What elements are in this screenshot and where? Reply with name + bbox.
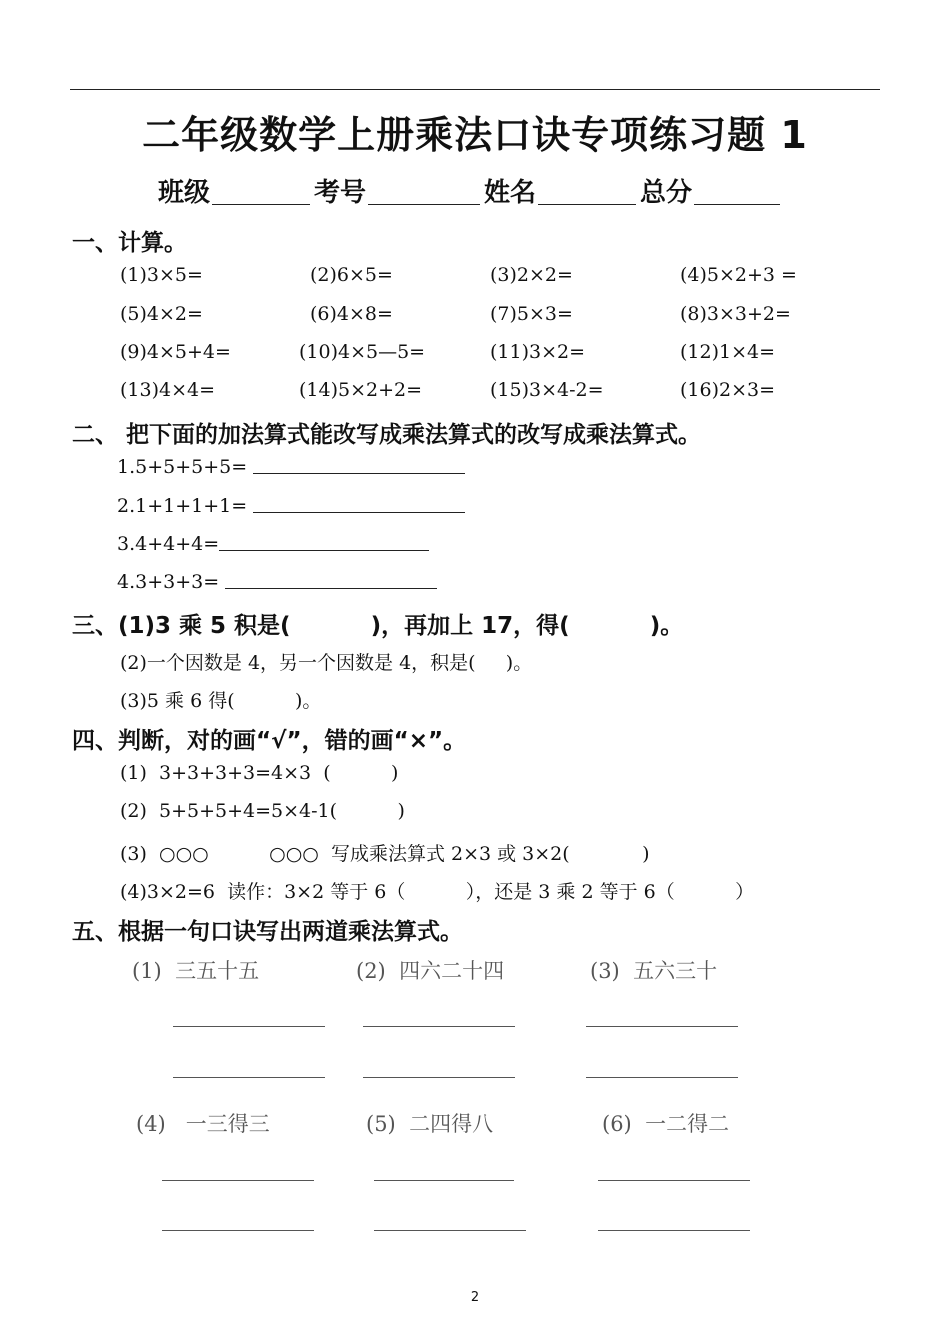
calc-item: (13)4×4= bbox=[120, 379, 216, 401]
calc-item: (16)2×3= bbox=[680, 379, 776, 401]
fill-item: (2)一个因数是 4，另一个因数是 4，积是( )。 bbox=[120, 652, 533, 674]
judge-item: (4)3×2=6 读作：3×2 等于 6（ ），还是 3 乘 2 等于 6（ ） bbox=[120, 881, 755, 903]
header-fields bbox=[158, 172, 784, 209]
calc-item: (2)6×5= bbox=[310, 264, 393, 286]
exam-no-blank[interactable] bbox=[368, 204, 480, 205]
rewrite-expression: 2.1+1+1+1= bbox=[117, 495, 248, 517]
calc-item: (11)3×2= bbox=[490, 341, 586, 363]
answer-line[interactable] bbox=[374, 1230, 526, 1231]
judge-item: (3) ○○○ ○○○ 写成乘法算式 2×3 或 3×2( ) bbox=[120, 843, 650, 865]
exam-no-label: 考号 bbox=[314, 178, 367, 208]
answer-line[interactable] bbox=[586, 1077, 738, 1078]
rewrite-expression: 1.5+5+5+5= bbox=[117, 456, 248, 478]
rhyme-item: (6) 一二得二 bbox=[602, 1112, 730, 1136]
calc-item: (7)5×3= bbox=[490, 303, 573, 325]
class-label: 班级 bbox=[158, 178, 211, 208]
section1-heading: 一、计算。 bbox=[72, 230, 187, 256]
judge-item: (1) 3+3+3+3=4×3 ( ) bbox=[120, 762, 399, 784]
section2-heading: 二、 把下面的加法算式能改写成乘法算式的改写成乘法算式。 bbox=[72, 422, 702, 448]
calc-item: (14)5×2+2= bbox=[299, 379, 423, 401]
rewrite-item bbox=[117, 533, 429, 555]
answer-blank[interactable] bbox=[219, 550, 429, 551]
answer-line[interactable] bbox=[363, 1077, 515, 1078]
answer-line[interactable] bbox=[173, 1026, 325, 1027]
calc-item: (9)4×5+4= bbox=[120, 341, 231, 363]
answer-line[interactable] bbox=[162, 1180, 314, 1181]
answer-line[interactable] bbox=[598, 1180, 750, 1181]
answer-blank[interactable] bbox=[225, 588, 437, 589]
rhyme-item: (1) 三五十五 bbox=[132, 959, 260, 983]
score-label: 总分 bbox=[640, 178, 693, 208]
fill-item: (3)5 乘 6 得( )。 bbox=[120, 690, 322, 712]
calc-item: (12)1×4= bbox=[680, 341, 776, 363]
rewrite-item bbox=[117, 495, 465, 517]
rhyme-item: (2) 四六二十四 bbox=[356, 959, 505, 983]
calc-item: (8)3×3+2= bbox=[680, 303, 791, 325]
answer-line[interactable] bbox=[598, 1230, 750, 1231]
rhyme-item: (4) 一三得三 bbox=[136, 1112, 270, 1136]
section4-heading: 四、判断，对的画“√”，错的画“×”。 bbox=[72, 728, 467, 754]
score-blank[interactable] bbox=[694, 204, 780, 205]
calc-item: (1)3×5= bbox=[120, 264, 203, 286]
section3-heading: 三、(1)3 乘 5 积是( )，再加上 17，得( )。 bbox=[72, 613, 684, 639]
page-number: 2 bbox=[470, 1290, 480, 1305]
rewrite-item bbox=[117, 571, 437, 593]
answer-blank[interactable] bbox=[253, 473, 465, 474]
answer-line[interactable] bbox=[374, 1180, 514, 1181]
answer-line[interactable] bbox=[363, 1026, 515, 1027]
answer-line[interactable] bbox=[162, 1230, 314, 1231]
rewrite-expression: 3.4+4+4= bbox=[117, 533, 220, 555]
name-blank[interactable] bbox=[538, 204, 636, 205]
section5-heading: 五、根据一句口诀写出两道乘法算式。 bbox=[72, 919, 463, 945]
calc-item: (10)4×5—5= bbox=[299, 341, 426, 363]
calc-item: (5)4×2= bbox=[120, 303, 203, 325]
rewrite-item bbox=[117, 456, 465, 478]
top-rule bbox=[70, 89, 880, 90]
rhyme-item: (3) 五六三十 bbox=[590, 959, 718, 983]
page-title: 二年级数学上册乘法口诀专项练习题 1 bbox=[142, 113, 808, 157]
calc-item: (15)3×4-2= bbox=[490, 379, 604, 401]
answer-blank[interactable] bbox=[253, 512, 465, 513]
rewrite-expression: 4.3+3+3= bbox=[117, 571, 220, 593]
answer-line[interactable] bbox=[586, 1026, 738, 1027]
calc-item: (3)2×2= bbox=[490, 264, 573, 286]
calc-item: (6)4×8= bbox=[310, 303, 393, 325]
answer-line[interactable] bbox=[173, 1077, 325, 1078]
rhyme-item: (5) 二四得八 bbox=[366, 1112, 494, 1136]
name-label: 姓名 bbox=[484, 178, 537, 208]
judge-item: (2) 5+5+5+4=5×4-1( ) bbox=[120, 800, 405, 822]
calc-item: (4)5×2+3 = bbox=[680, 264, 797, 286]
class-blank[interactable] bbox=[212, 204, 310, 205]
